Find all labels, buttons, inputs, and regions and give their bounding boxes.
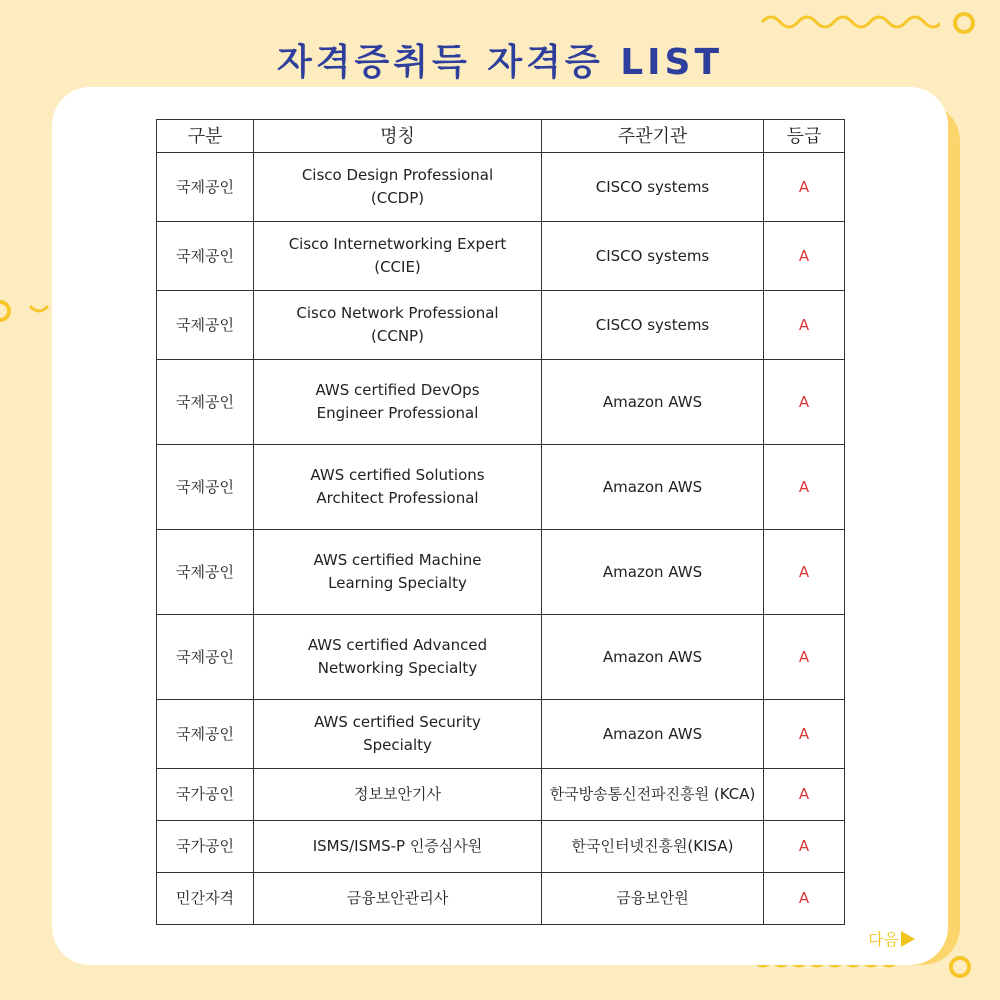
cell-category: 국가공인: [157, 769, 254, 821]
page-title: 자격증취득 자격증 LIST: [276, 42, 724, 83]
cell-category: 국제공인: [157, 445, 254, 530]
table-row: [157, 153, 845, 222]
cell-organization: Amazon AWS: [542, 445, 764, 530]
cell-category: 국제공인: [157, 153, 254, 222]
cell-grade: A: [764, 873, 845, 925]
cell-category: 국제공인: [157, 700, 254, 769]
wave-decoration-top: [760, 8, 940, 32]
cell-category: 국제공인: [157, 530, 254, 615]
cell-category: 국제공인: [157, 222, 254, 291]
header-category: 구분: [157, 120, 254, 153]
table-row: [157, 700, 845, 769]
cell-grade: A: [764, 615, 845, 700]
header-organization: 주관기관: [542, 120, 764, 153]
certificate-table: [156, 119, 845, 925]
cell-category: 국제공인: [157, 291, 254, 360]
cell-name: AWS certified Advanced Networking Specialty: [254, 615, 542, 700]
cell-organization: CISCO systems: [542, 222, 764, 291]
table-row: [157, 291, 845, 360]
cell-grade: A: [764, 222, 845, 291]
table-row: [157, 530, 845, 615]
cell-grade: A: [764, 360, 845, 445]
cell-name: AWS certified Security Specialty: [254, 700, 542, 769]
table-row: [157, 222, 845, 291]
table-header-row: [157, 120, 845, 153]
next-button[interactable]: [868, 927, 915, 950]
table-row: [157, 445, 845, 530]
table-row: [157, 360, 845, 445]
cell-category: 민간자격: [157, 873, 254, 925]
cell-grade: A: [764, 445, 845, 530]
cell-name: AWS certified Solutions Architect Professional: [254, 445, 542, 530]
cell-grade: A: [764, 530, 845, 615]
cell-organization: Amazon AWS: [542, 700, 764, 769]
cell-grade: A: [764, 153, 845, 222]
cell-category: 국가공인: [157, 821, 254, 873]
cell-organization: CISCO systems: [542, 153, 764, 222]
circle-decoration-left: [0, 300, 11, 322]
cell-name: AWS certified Machine Learning Specialty: [254, 530, 542, 615]
cell-grade: A: [764, 700, 845, 769]
cell-organization: 한국방송통신전파진흥원 (KCA): [542, 769, 764, 821]
cell-grade: A: [764, 291, 845, 360]
cell-category: 국제공인: [157, 360, 254, 445]
header-name: 명칭: [254, 120, 542, 153]
cell-organization: Amazon AWS: [542, 530, 764, 615]
table-row: [157, 769, 845, 821]
cell-name: Cisco Internetworking Expert (CCIE): [254, 222, 542, 291]
circle-decoration-bottom-right: [949, 956, 971, 978]
cell-name: 금융보안관리사: [254, 873, 542, 925]
cell-grade: A: [764, 769, 845, 821]
cell-name: Cisco Design Professional (CCDP): [254, 153, 542, 222]
cell-name: 정보보안기사: [254, 769, 542, 821]
cell-organization: 한국인터넷진흥원(KISA): [542, 821, 764, 873]
triangle-right-icon: [901, 931, 915, 947]
cell-grade: A: [764, 821, 845, 873]
cell-organization: Amazon AWS: [542, 360, 764, 445]
cell-organization: 금융보안원: [542, 873, 764, 925]
table-row: [157, 615, 845, 700]
cell-organization: CISCO systems: [542, 291, 764, 360]
next-label: 다음: [868, 930, 899, 949]
table-row: [157, 821, 845, 873]
cell-category: 국제공인: [157, 615, 254, 700]
header-grade: 등급: [764, 120, 845, 153]
circle-decoration-top-right: [953, 12, 975, 34]
cell-organization: Amazon AWS: [542, 615, 764, 700]
cell-name: ISMS/ISMS-P 인증심사원: [254, 821, 542, 873]
cell-name: Cisco Network Professional (CCNP): [254, 291, 542, 360]
cell-name: AWS certified DevOps Engineer Professional: [254, 360, 542, 445]
table-row: [157, 873, 845, 925]
